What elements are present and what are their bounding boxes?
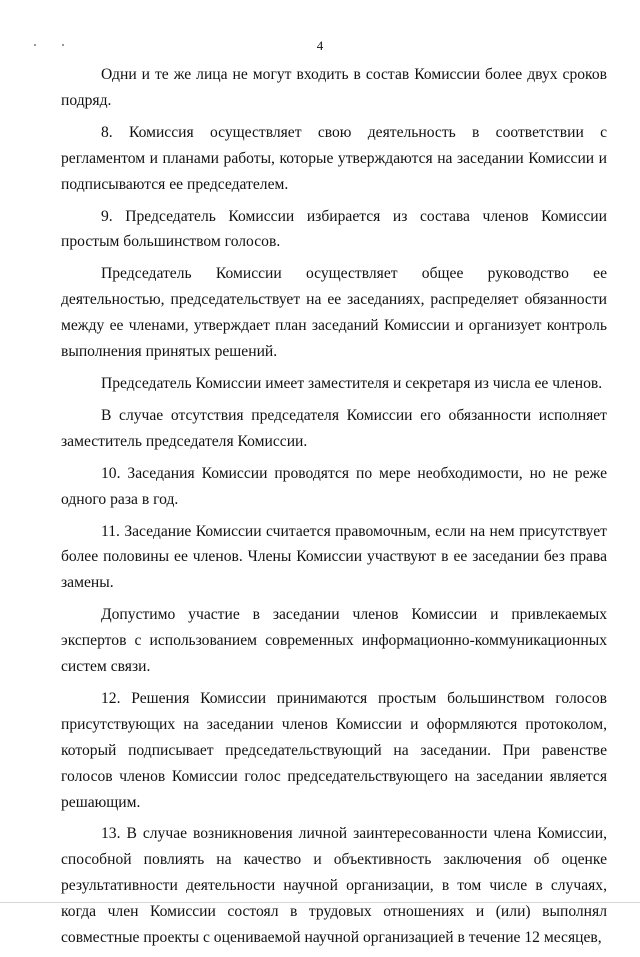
paragraph: 12. Решения Комиссии принимаются простым большинством голосов присутствующих на заседании членов Комиссии и оформляются протоколом, который подписывает председательствующий на заседании. При равенстве голосов членов Комиссии голос председательствующего на заседании является решающим. — [61, 689, 607, 811]
page-number: 4 — [316, 38, 324, 53]
paragraph: 8. Комиссия осуществляет свою деятельность в соответствии с регламентом и планами работы, которые утверждаются на заседании Комиссии и подписываются ее председателем. — [61, 123, 607, 193]
paragraph: В случае отсутствия председателя Комиссии его обязанности исполняет заместитель председателя Комиссии. — [61, 406, 607, 450]
paragraph: 13. В случае возникновения личной заинтересованности члена Комиссии, способной повлиять на качество и объективность заключения об оценке результативности деятельности научной организации, в том числе в случаях, когда член Комиссии состоял в трудовых отношениях и (или) выполнял совместные проекты с оцениваемой научной организацией в течение 12 месяцев, — [61, 825, 607, 947]
paragraph: 9. Председатель Комиссии избирается из состава членов Комиссии простым большинством голосов. — [61, 207, 607, 251]
paragraph: Председатель Комиссии имеет заместителя и секретаря из числа ее членов. — [101, 374, 603, 392]
paragraph: Допустимо участие в заседании членов Комиссии и привлекаемых экспертов с использованием современных информационно-коммуникационных систем связи. — [61, 606, 607, 676]
document-body — [61, 62, 607, 957]
paragraph: Одни и те же лица не могут входить в состав Комиссии более двух сроков подряд. — [61, 66, 607, 109]
paragraph: Председатель Комиссии осуществляет общее руководство ее деятельностью, председательствует на ее заседаниях, распределяет обязанности между ее членами, утверждает план заседаний Комиссии и организует контроль выполнения принятых решений. — [61, 265, 607, 361]
paragraph: 11. Заседание Комиссии считается правомочным, если на нем присутствует более половины ее членов. Члены Комиссии участвуют в ее заседании без права замены. — [61, 522, 607, 592]
scan-edge-line — [0, 902, 640, 903]
paragraph: 10. Заседания Комиссии проводятся по мере необходимости, но не реже одного раза в год. — [61, 464, 607, 508]
